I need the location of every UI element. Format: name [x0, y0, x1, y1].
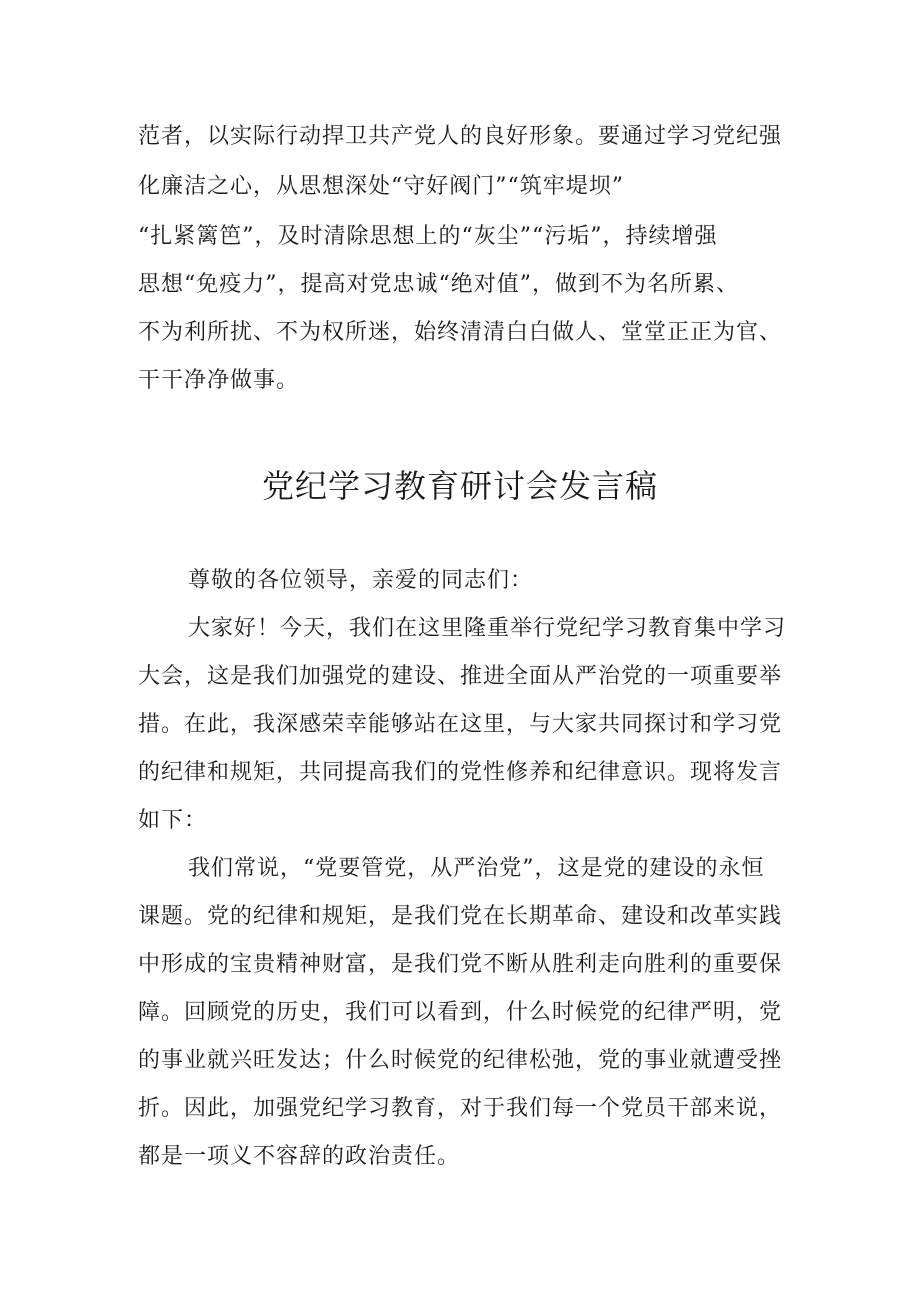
continuation-line-1: 范者，以实际行动捍卫共产党人的良好形象。要通过学习党纪强	[138, 124, 783, 149]
paragraph2-line-1: 我们常说，“党要管党，从严治党”，这是党的建设的永恒	[188, 856, 765, 881]
paragraph2-line-6: 折。因此，加强党纪学习教育，对于我们每一个党员干部来说，	[138, 1096, 783, 1121]
salutation: 尊敬的各位领导，亲爱的同志们：	[188, 568, 534, 593]
continuation-line-6: 干干净净做事。	[138, 368, 300, 393]
paragraph1-line-4: 的纪律和规矩，共同提高我们的党性修养和纪律意识。现将发言	[138, 760, 783, 785]
continuation-line-2: 化廉洁之心，从思想深处“守好阀门”“筑牢堤坝”	[138, 174, 624, 199]
paragraph2-line-2: 课题。党的纪律和规矩，是我们党在长期革命、建设和改革实践	[138, 904, 783, 929]
paragraph1-line-2: 大会，这是我们加强党的建设、推进全面从严治党的一项重要举	[138, 664, 783, 689]
continuation-line-3: “扎紧篱笆”，及时清除思想上的“灰尘”“污垢”，持续增强	[138, 224, 718, 249]
paragraph2-line-7: 都是一项义不容辞的政治责任。	[138, 1144, 461, 1169]
paragraph2-line-4: 障。回顾党的历史，我们可以看到，什么时候党的纪律严明，党	[138, 1000, 783, 1025]
continuation-line-4: 思想“免疫力”，提高对党忠诚“绝对值”，做到不为名所累、	[138, 272, 739, 297]
paragraph2-line-3: 中形成的宝贵精神财富，是我们党不断从胜利走向胜利的重要保	[138, 952, 783, 977]
document-title: 党纪学习教育研讨会发言稿	[261, 467, 658, 505]
paragraph1-line-3: 措。在此，我深感荣幸能够站在这里，与大家共同探讨和学习党	[138, 712, 783, 737]
paragraph1-line-5: 如下：	[138, 808, 208, 833]
continuation-line-5: 不为利所扰、不为权所迷，始终清清白白做人、堂堂正正为官、	[138, 320, 783, 345]
paragraph2-line-5: 的事业就兴旺发达；什么时候党的纪律松弛，党的事业就遭受挫	[138, 1048, 783, 1073]
paragraph1-line-1: 大家好！今天，我们在这里隆重举行党纪学习教育集中学习	[188, 616, 787, 641]
